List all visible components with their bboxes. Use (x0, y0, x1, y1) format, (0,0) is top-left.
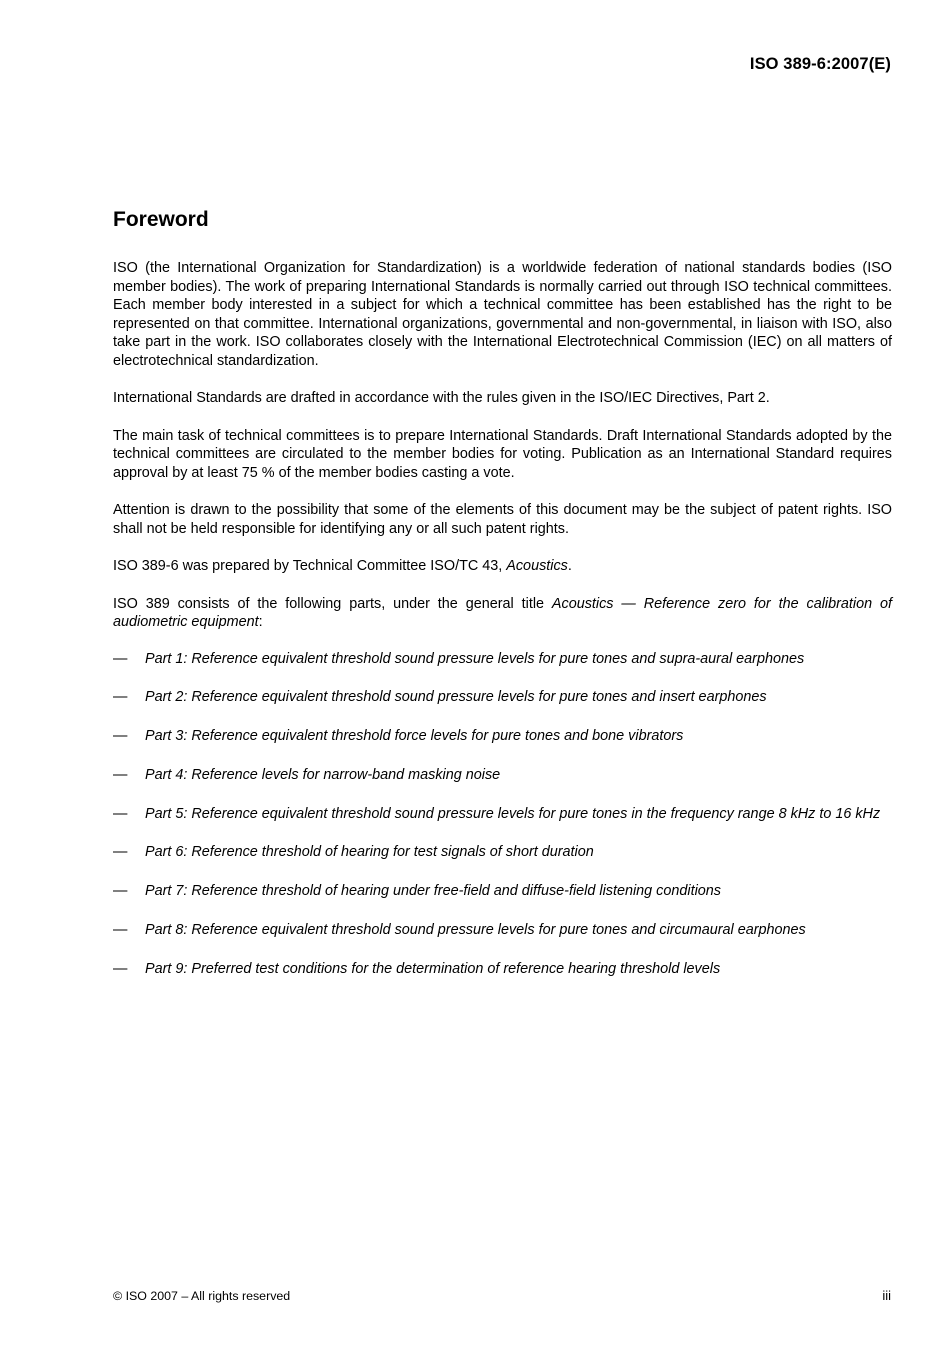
list-item (113, 688, 892, 707)
paragraph-directives: International Standards are drafted in accordance with the rules given in the ISO/IEC Directives, Part 2. (113, 390, 770, 406)
list-dash: — (113, 960, 128, 977)
part-title: Part 4: Reference levels for narrow-band masking noise (145, 766, 501, 783)
foreword-body (113, 259, 892, 999)
part-title: Part 3: Reference equivalent threshold force levels for pure tones and bone vibrators (145, 728, 684, 745)
list-item (113, 805, 892, 824)
page-number: iii (882, 1288, 891, 1303)
list-item (113, 650, 892, 669)
copyright-notice: © ISO 2007 – All rights reserved (113, 1289, 291, 1303)
list-item (113, 960, 892, 979)
list-item (113, 766, 892, 785)
committee-title: Acoustics (506, 558, 568, 574)
part-title: Part 2: Reference equivalent threshold sound pressure levels for pure tones and insert earphones (145, 689, 767, 706)
document-code: ISO 389-6:2007(E) (749, 55, 891, 73)
part-title: Part 5: Reference equivalent threshold sound pressure levels for pure tones in the frequency range 8 kHz to 16 kHz (145, 805, 881, 822)
paragraph-technical-committees: The main task of technical committees is to prepare International Standards. Draft International Standards adopted by the technical committees are circulated to the member bodies for voting. Publication as an International Standard requires approval by at least 75 % of the member bodies casting a vote. (113, 427, 892, 481)
list-dash: — (113, 883, 128, 900)
list-dash: — (113, 844, 128, 861)
list-dash: — (113, 650, 128, 667)
general-title: Acoustics — Reference zero for the calibration of audiometric equipment (113, 595, 892, 630)
part-title: Part 6: Reference threshold of hearing for test signals of short duration (145, 844, 594, 861)
part-title: Part 7: Reference threshold of hearing under free-field and diffuse-field listening conditions (145, 883, 721, 900)
list-dash: — (113, 922, 128, 939)
parts-list (113, 650, 892, 979)
list-dash: — (113, 805, 128, 822)
part-title: Part 1: Reference equivalent threshold sound pressure levels for pure tones and supra-aural earphones (145, 650, 805, 667)
part-title: Part 9: Preferred test conditions for the determination of reference hearing threshold levels (145, 960, 721, 977)
list-dash: — (113, 728, 128, 745)
paragraph-iso-intro: ISO (the International Organization for Standardization) is a worldwide federation of national standards bodies (ISO member bodies). The work of preparing International Standards is normally carried out through ISO technical committees. Each member body interested in a subject for which a technical committee has been established has the right to be represented on that committee. International organizations, governmental and non-governmental, in liaison with ISO, also take part in the work. ISO collaborates closely with the International Electrotechnical Commission (IEC) on all matters of electrotechnical standardization. (113, 260, 892, 369)
paragraph-prepared-by: ISO 389-6 was prepared by Technical Committee ISO/TC 43, Acoustics. (113, 558, 572, 574)
page-title: Foreword (113, 208, 209, 231)
list-dash: — (113, 689, 128, 706)
part-title: Part 8: Reference equivalent threshold sound pressure levels for pure tones and circumaural earphones (145, 922, 806, 939)
list-item (113, 727, 892, 746)
list-dash: — (113, 766, 128, 783)
list-item (113, 921, 892, 940)
list-item (113, 882, 892, 901)
paragraph-parts-intro: ISO 389 consists of the following parts, under the general title Acoustics — Reference zero for the calibration of audiometric equipment: (113, 595, 892, 630)
paragraph-patent-rights: Attention is drawn to the possibility that some of the elements of this document may be the subject of patent rights. ISO shall not be held responsible for identifying any or all such patent rights. (113, 502, 892, 537)
list-item (113, 843, 892, 862)
